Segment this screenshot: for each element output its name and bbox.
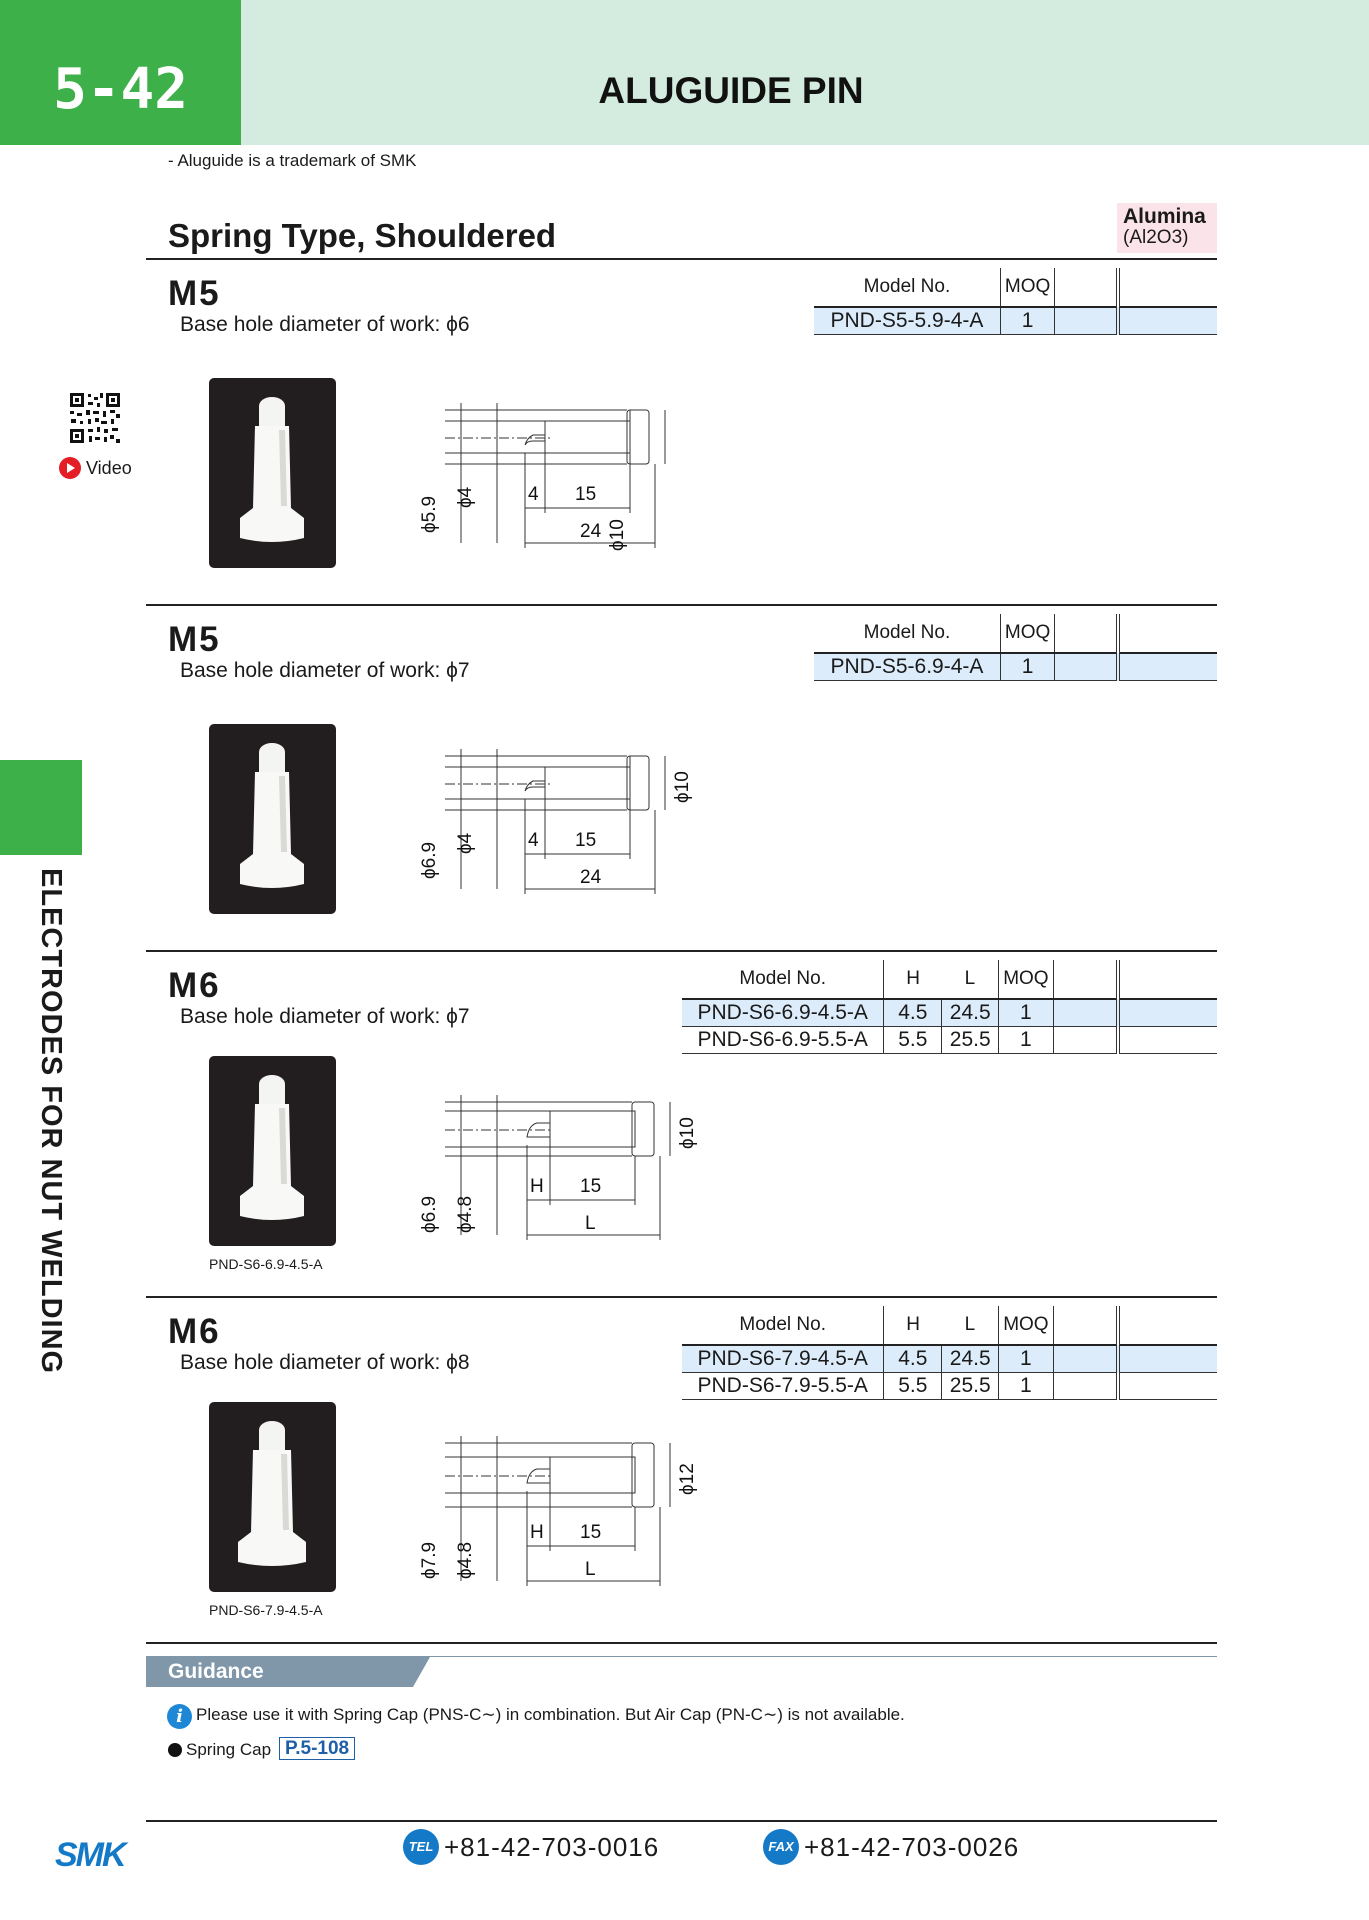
product-photo [209, 724, 336, 914]
phone-icon: TEL [403, 1829, 439, 1865]
header-moq: MOQ [999, 1306, 1053, 1345]
page-number: 5-42 [0, 0, 241, 145]
table-row [814, 307, 1217, 335]
dim-l: 24 [580, 521, 602, 542]
dim-inner-diameter: ϕ4 [455, 832, 476, 854]
header-l: L [942, 960, 999, 999]
smk-logo: SMK [55, 1836, 125, 1874]
model-no: PND-S6-6.9-5.5-A [682, 1027, 884, 1054]
photo-caption: PND-S6-7.9-4.5-A [209, 1602, 323, 1618]
moq: 1 [1000, 307, 1054, 335]
base-hole-diameter: Base hole diameter of work: ϕ8 [180, 1351, 470, 1374]
guidance-divider [146, 1656, 1217, 1657]
qr-code-icon[interactable] [68, 391, 122, 445]
header-model-no: Model No. [814, 268, 1000, 307]
info-icon: i [167, 1704, 192, 1729]
spec-table [682, 960, 1217, 1054]
base-hole-diameter: Base hole diameter of work: ϕ6 [180, 313, 470, 336]
header-model-no: Model No. [682, 960, 884, 999]
dim-head-diameter: ϕ10 [677, 1117, 698, 1149]
header-h: H [884, 960, 942, 999]
spec-table [682, 1306, 1217, 1400]
dim-h: 4 [528, 830, 539, 851]
table-row [682, 1373, 1217, 1400]
section-rule [146, 1296, 1217, 1298]
dim-inner-diameter: ϕ4.8 [455, 1195, 476, 1233]
spec-table [814, 614, 1217, 681]
spring-cap-page-link[interactable]: P.5-108 [279, 1737, 355, 1760]
trademark-note: - Aluguide is a trademark of SMK [168, 151, 417, 170]
l-value: 24.5 [942, 1345, 999, 1373]
base-hole-diameter: Base hole diameter of work: ϕ7 [180, 659, 470, 682]
dim-head-diameter: ϕ10 [607, 519, 628, 551]
model-label: M6 [168, 966, 221, 1005]
model-no: PND-S6-7.9-5.5-A [682, 1373, 884, 1400]
dimension-drawing [405, 1085, 705, 1270]
header-moq: MOQ [1000, 614, 1054, 653]
moq: 1 [1000, 653, 1054, 681]
moq: 1 [999, 1027, 1053, 1054]
footer-rule [146, 1820, 1217, 1822]
dim-l: L [585, 1559, 596, 1580]
table-row [682, 999, 1217, 1027]
dim-h: 4 [528, 484, 539, 505]
dim-head-diameter: ϕ10 [672, 771, 693, 803]
section-rule [146, 1642, 1217, 1644]
video-link[interactable]: Video [86, 458, 132, 478]
product-photo [209, 1402, 336, 1592]
h-value: 4.5 [884, 1345, 942, 1373]
material-name: Alumina [1123, 205, 1206, 228]
header-l: L [942, 1306, 999, 1345]
model-label: M6 [168, 1312, 221, 1351]
product-photo [209, 378, 336, 568]
l-value: 25.5 [942, 1373, 999, 1400]
dim-outer-diameter: ϕ6.9 [419, 1195, 440, 1233]
model-label: M5 [168, 274, 221, 313]
dimension-drawing [405, 393, 705, 578]
dim-shaft: 15 [580, 1522, 602, 1543]
section-rule [146, 604, 1217, 606]
table-row [682, 1345, 1217, 1373]
header-moq: MOQ [1000, 268, 1054, 307]
moq: 1 [999, 1373, 1053, 1400]
dimension-drawing [405, 739, 705, 924]
bullet-icon [168, 1743, 182, 1757]
h-value: 5.5 [884, 1373, 942, 1400]
section-rule [146, 258, 1217, 260]
side-tab [0, 760, 82, 855]
h-value: 4.5 [884, 999, 942, 1027]
moq: 1 [999, 999, 1053, 1027]
dim-head-diameter: ϕ12 [677, 1463, 698, 1495]
base-hole-diameter: Base hole diameter of work: ϕ7 [180, 1005, 470, 1028]
dim-l: L [585, 1213, 596, 1234]
h-value: 5.5 [884, 1027, 942, 1054]
page-title: ALUGUIDE PIN [598, 70, 864, 111]
material-formula: (Al2O3) [1123, 227, 1189, 248]
table-row [814, 653, 1217, 681]
fax-number: +81-42-703-0026 [804, 1832, 1020, 1862]
header-model-no: Model No. [682, 1306, 884, 1345]
l-value: 25.5 [942, 1027, 999, 1054]
model-no: PND-S5-6.9-4-A [814, 653, 1000, 681]
tel-number: +81-42-703-0016 [444, 1832, 660, 1862]
dim-outer-diameter: ϕ5.9 [419, 495, 440, 533]
guidance-title: Guidance [168, 1660, 264, 1683]
model-no: PND-S5-5.9-4-A [814, 307, 1000, 335]
dim-h: H [530, 1176, 544, 1197]
side-tab-label: ELECTRODES FOR NUT WELDING [35, 868, 67, 1375]
fax-icon: FAX [763, 1829, 799, 1865]
header-moq: MOQ [999, 960, 1053, 999]
l-value: 24.5 [942, 999, 999, 1027]
play-icon[interactable] [59, 457, 81, 479]
dim-inner-diameter: ϕ4 [455, 486, 476, 508]
guidance-note: Please use it with Spring Cap (PNS-C∼) in combination. But Air Cap (PN-C∼) is not available. [196, 1705, 905, 1724]
section-title: Spring Type, Shouldered [168, 217, 557, 254]
dim-shaft: 15 [580, 1176, 602, 1197]
spring-cap-label: Spring Cap [186, 1740, 272, 1759]
photo-caption: PND-S6-6.9-4.5-A [209, 1256, 323, 1272]
dim-outer-diameter: ϕ7.9 [419, 1541, 440, 1579]
header-h: H [884, 1306, 942, 1345]
product-photo [209, 1056, 336, 1246]
dim-h: H [530, 1522, 544, 1543]
section-rule [146, 950, 1217, 952]
table-row [682, 1027, 1217, 1054]
dim-shaft: 15 [575, 830, 597, 851]
moq: 1 [999, 1345, 1053, 1373]
dimension-drawing [405, 1431, 705, 1616]
model-label: M5 [168, 620, 221, 659]
dim-inner-diameter: ϕ4.8 [455, 1541, 476, 1579]
spec-table [814, 268, 1217, 335]
dim-l: 24 [580, 867, 602, 888]
header-model-no: Model No. [814, 614, 1000, 653]
model-no: PND-S6-6.9-4.5-A [682, 999, 884, 1027]
dim-shaft: 15 [575, 484, 597, 505]
model-no: PND-S6-7.9-4.5-A [682, 1345, 884, 1373]
dim-outer-diameter: ϕ6.9 [419, 841, 440, 879]
